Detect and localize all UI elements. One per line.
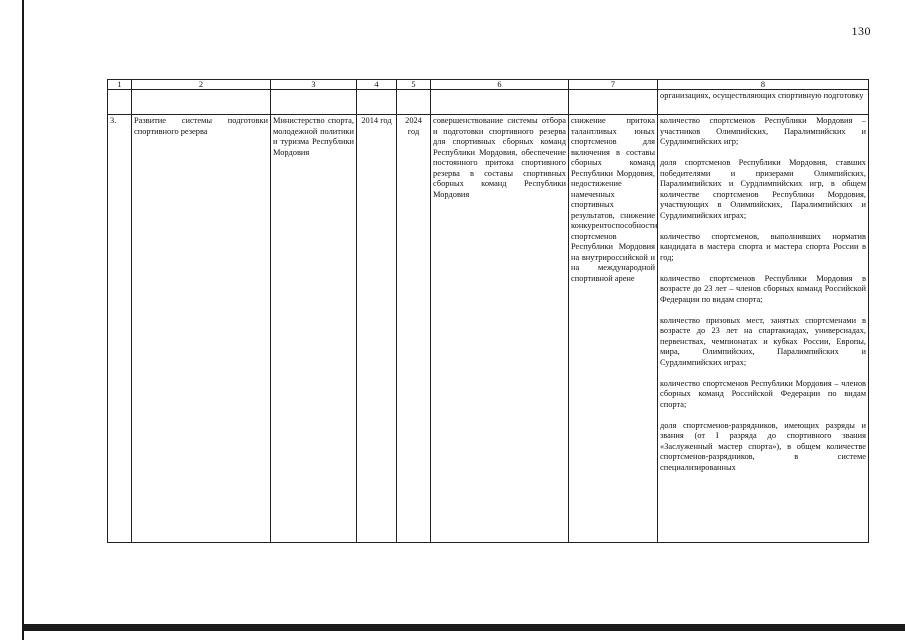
column-number: 6 bbox=[431, 80, 569, 90]
indicator-paragraph: количество спортсменов, выполнивших норматив кандидата в мастера спорта и мастера спорта России в год; bbox=[660, 231, 866, 262]
responsible-executor: Министерство спорта, молодежной политики и туризма Республики Мордовия bbox=[271, 115, 357, 543]
continuation-row bbox=[108, 90, 869, 115]
page-frame-left-edge bbox=[22, 0, 24, 640]
column-number-row bbox=[108, 80, 869, 90]
page-number: 130 bbox=[851, 24, 871, 38]
program-table bbox=[107, 79, 869, 543]
start-year: 2014 год bbox=[357, 115, 397, 543]
table-row bbox=[108, 115, 869, 543]
indicator-paragraph: количество спортсменов Республики Мордовия – участников Олимпийских, Паралимпийских и Сурдлимпийских игр; bbox=[660, 116, 866, 146]
indicator-paragraph: количество спортсменов Республики Мордовия – членов сборных команд Российской Федерации по видам спорта; bbox=[660, 378, 866, 409]
continuation-text: организациях, осуществляющих спортивную подготовку bbox=[658, 90, 869, 115]
row-number: 3. bbox=[108, 115, 132, 543]
column-number: 8 bbox=[658, 80, 869, 90]
column-number: 2 bbox=[132, 80, 271, 90]
column-number: 7 bbox=[569, 80, 658, 90]
column-number: 3 bbox=[271, 80, 357, 90]
indicator-paragraph: количество призовых мест, занятых спортсменами в возрасте до 23 лет на спартакиадах, универсиадах, первенствах, чемпионатах и кубках России, Европы, мира, Олимпийских, Паралимпийских и Сурдлимпийских играх; bbox=[660, 315, 866, 367]
indicator-paragraph: количество спортсменов Республики Мордовия в возрасте до 23 лет – членов сборных команд Российской Федерации по видам спорта; bbox=[660, 273, 866, 304]
page-frame-bottom-edge bbox=[22, 624, 905, 631]
column-number: 1 bbox=[108, 80, 132, 90]
non-implementation-consequences: снижение притока талантливых юных спортсменов для включения в составы сборных команд Республики Мордовия, недостижение намеченных спортивных результатов, снижение конкурентоспособности спортсменов Республики Мордовия на внутрироссийской и на международной спортивной арене bbox=[569, 115, 658, 543]
end-year: 2024 год bbox=[397, 115, 431, 543]
indicators-cell bbox=[658, 115, 869, 543]
measure-name: Развитие системы подготовки спортивного резерва bbox=[132, 115, 271, 543]
indicator-paragraph: доля спортсменов Республики Мордовия, ставших победителями и призерами Олимпийских, Паралимпийских и Сурдлимпийских игр, в общем количестве спортсменов Республики Мордовия, участвующих в Олимпийских, Паралимпийских и Сурдлимпийских играх; bbox=[660, 158, 866, 220]
column-number: 5 bbox=[397, 80, 431, 90]
column-number: 4 bbox=[357, 80, 397, 90]
indicator-paragraph: доля спортсменов-разрядников, имеющих разряды и звания (от I разряда до спортивного звания «Заслуженный мастер спорта»), в общем количестве спортсменов-разрядников, в системе специализированных bbox=[660, 420, 866, 472]
measure-content: совершенствование системы отбора и подготовки спортивного резерва для спортивных сборных команд Республики Мордовия, обеспечение постоянного притока спортивного резерва в составы спортивных сборных команд Республики Мордовия bbox=[431, 115, 569, 543]
